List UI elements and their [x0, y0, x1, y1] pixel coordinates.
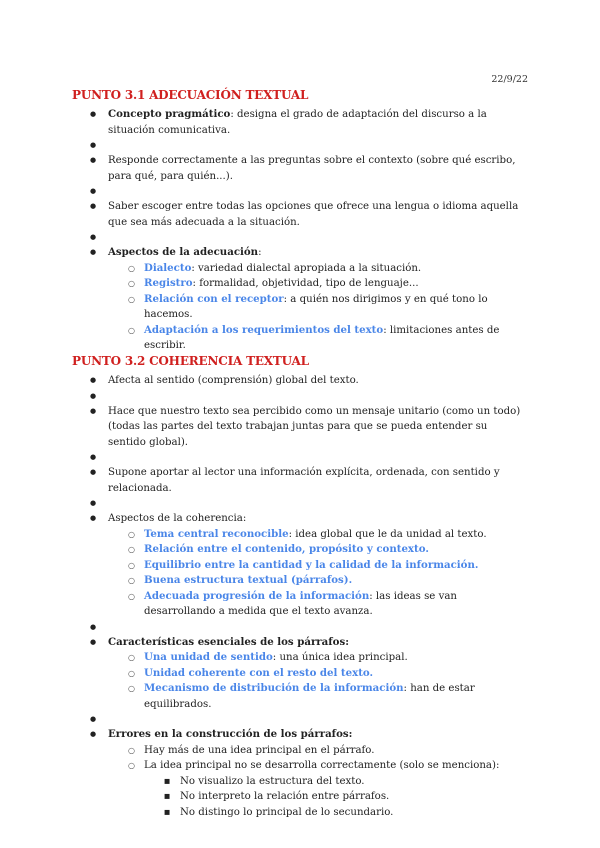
list-item: ● Supone aportar al lector una información explícita, ordenada, con sentido y relacionada. — [108, 465, 528, 496]
adecuacion-list — [108, 107, 528, 354]
list-item: ○ Hay más de una idea principal en el párrafo. — [108, 743, 528, 759]
list-item: ○ Buena estructura textual (párrafos). — [108, 573, 528, 589]
list-item: ● Saber escoger entre todas las opciones que ofrece una lengua o idioma aquella que sea más adecuada a la situación. — [108, 199, 528, 230]
list-item: ○ Una unidad de sentido: una única idea principal. — [108, 650, 528, 666]
list-item: ● Responde correctamente a las preguntas sobre el contexto (sobre qué escribo, para qué, para quién...). — [108, 153, 528, 184]
list-item: ● Aspectos de la coherencia: ○ Tema central reconocible: idea global que le da unidad al texto. ○ Relación entre el contenido, propósito y contexto. ○ Equilibrio entre la cantidad y la calidad de la información. ○ Buena estructura textual (párrafos). ○ Adecuada progresión de la información: las ideas se van desarrollando a medida que el texto avanza. — [108, 511, 528, 620]
document-date: 22/9/22 — [491, 74, 528, 85]
list-item: ○ Unidad coherente con el resto del texto. — [108, 666, 528, 682]
list-item: ○ Relación entre el contenido, propósito y contexto. — [108, 542, 528, 558]
list-item: ○ Adecuada progresión de la información: las ideas se van desarrollando a medida que el texto avanza. — [108, 589, 528, 620]
list-item: ● Errores en la construcción de los párrafos: ○ Hay más de una idea principal en el párrafo. ○ La idea principal no se desarrolla correctamente (solo se menciona): ■ No visualizo la estructura del texto. ■ No interpreto la relación entre párrafos. ■ No distingo lo principal de lo secundario. — [108, 727, 528, 820]
section-title-coherencia: PUNTO 3.2 COHERENCIA TEXTUAL — [72, 354, 309, 368]
list-item: ● Afecta al sentido (comprensión) global del texto. — [108, 373, 528, 389]
list-item: ○ Mecanismo de distribución de la información: han de estar equilibrados. — [108, 681, 528, 712]
list-item: ■ No interpreto la relación entre párrafos. — [108, 789, 528, 805]
list-item: ○ La idea principal no se desarrolla correctamente (solo se menciona): — [108, 758, 528, 774]
list-item: ○ Dialecto: variedad dialectal apropiada a la situación. — [108, 261, 528, 277]
list-item: ○ Equilibrio entre la cantidad y la calidad de la información. — [108, 558, 528, 574]
list-item: ■ No distingo lo principal de lo secundario. — [108, 805, 528, 821]
list-item: ○ Relación con el receptor: a quién nos dirigimos y en qué tono lo hacemos. — [108, 292, 528, 323]
list-item: ○ Adaptación a los requerimientos del texto: limitaciones antes de escribir. — [108, 323, 528, 354]
list-item: ● Aspectos de la adecuación: ○ Dialecto: variedad dialectal apropiada a la situación. ○ Registro: formalidad, objetividad, tipo de lenguaje... ○ Relación con el receptor: a quién nos dirigimos y en qué tono lo hacemos. ○ Adaptación a los requerimientos del texto: limitaciones antes de escribir. — [108, 245, 528, 354]
list-item: ● Características esenciales de los párrafos: ○ Una unidad de sentido: una única idea principal. ○ Unidad coherente con el resto del texto. ○ Mecanismo de distribución de la información: han de estar equilibrados. — [108, 635, 528, 713]
section-title-adecuacion: PUNTO 3.1 ADECUACIÓN TEXTUAL — [72, 88, 309, 102]
list-item: ■ No visualizo la estructura del texto. — [108, 774, 528, 790]
list-item: ○ Registro: formalidad, objetividad, tipo de lenguaje... — [108, 276, 528, 292]
list-item: ● Hace que nuestro texto sea percibido como un mensaje unitario (como un todo) (todas las partes del texto trabajan juntas para que se pueda entender su sentido global). — [108, 404, 528, 451]
list-item: ● Concepto pragmático: designa el grado de adaptación del discurso a la situación comunicativa. — [108, 107, 528, 138]
coherencia-list — [108, 373, 528, 820]
list-item: ○ Tema central reconocible: idea global que le da unidad al texto. — [108, 527, 528, 543]
